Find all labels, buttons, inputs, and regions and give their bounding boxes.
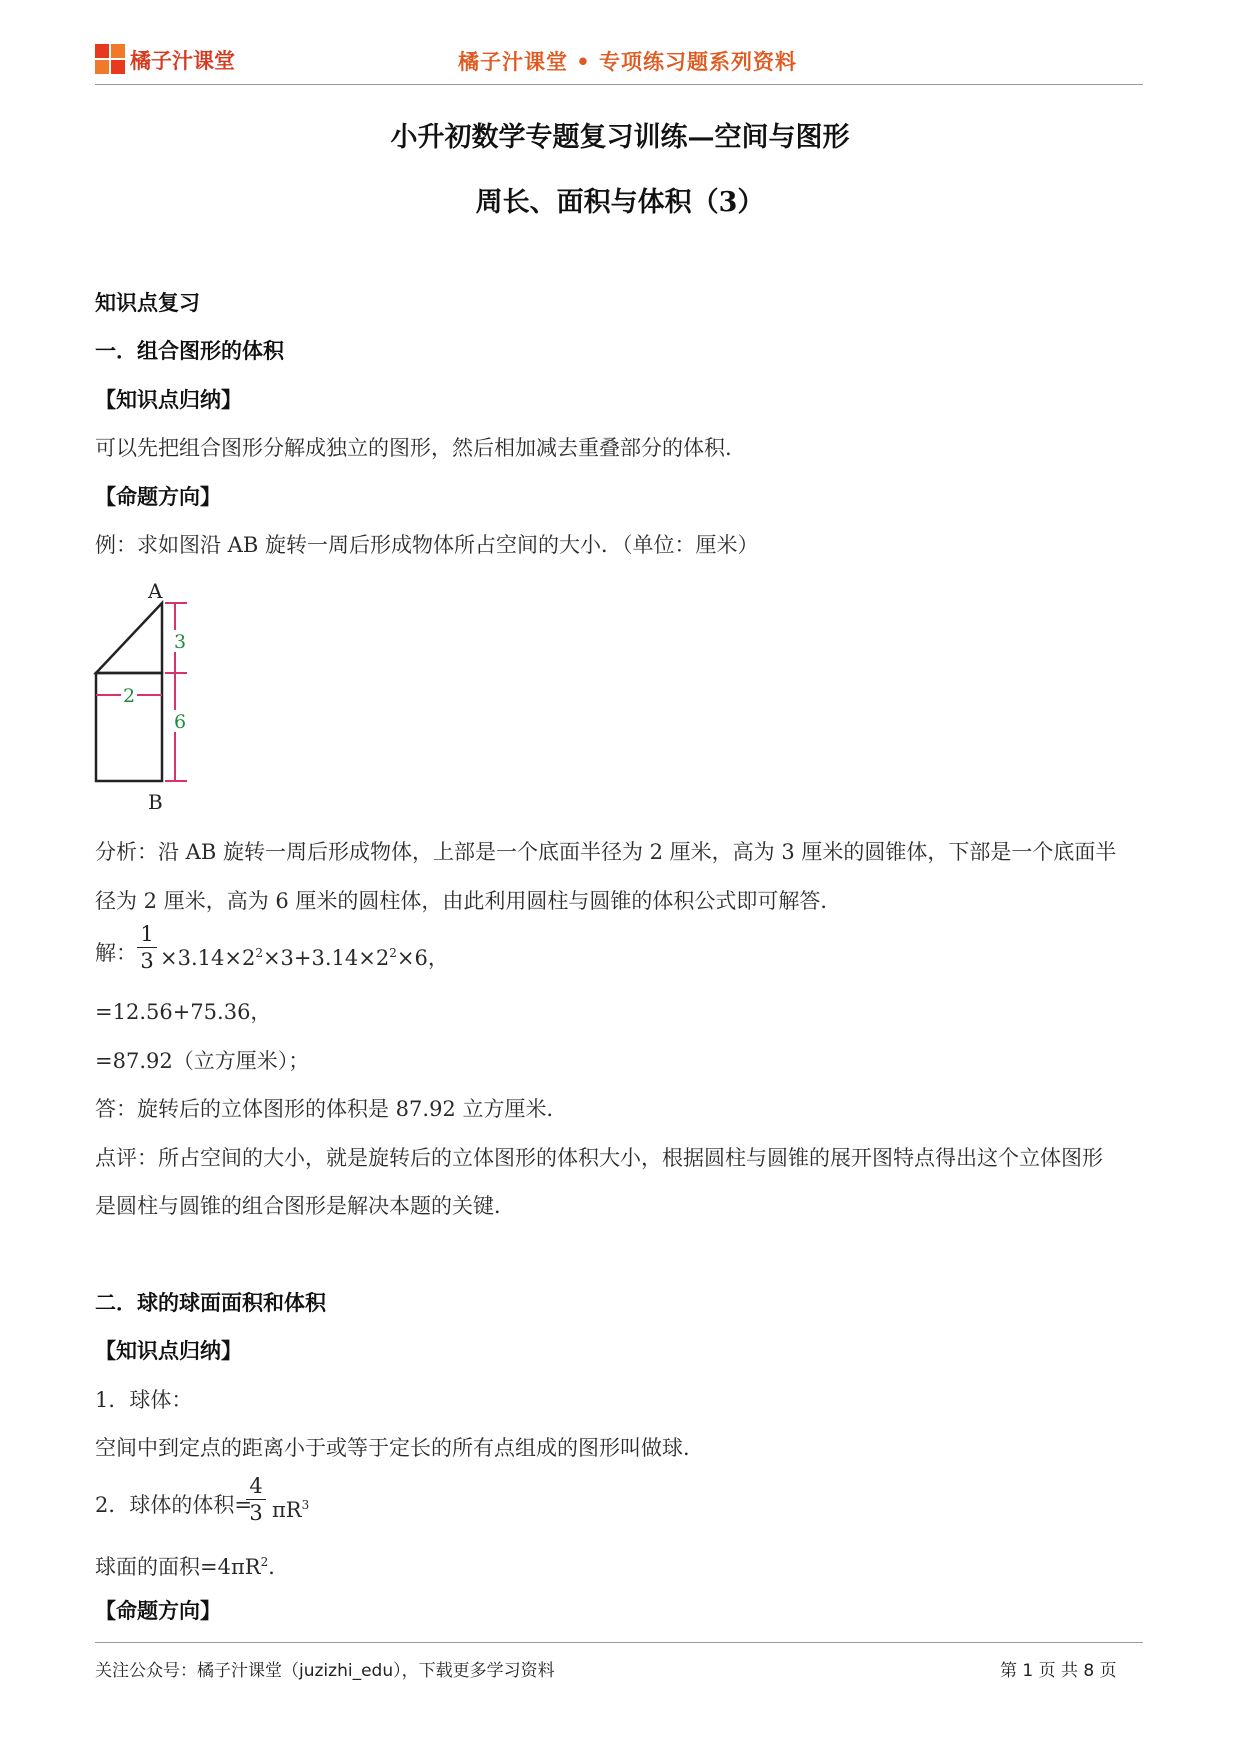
rotation-figure	[90, 578, 200, 818]
page-title: 小升初数学专题复习训练—空间与图形	[390, 122, 850, 153]
section2-direction-label: 【命题方向】	[95, 1598, 221, 1623]
page-subtitle: 周长、面积与体积（3）	[475, 187, 765, 218]
section2-knowledge-label: 【知识点归纳】	[95, 1338, 242, 1363]
analysis-line-2: 径为 2 厘米，高为 6 厘米的圆柱体，由此利用圆柱与圆锥的体积公式即可解答．	[95, 889, 842, 913]
sphere-surface-area: 球面的面积$=4\pi R^2$．	[95, 1555, 290, 1579]
footer-text: 关注公众号：橘子汁课堂（juzizhi_edu），下载更多学习资料	[95, 1661, 555, 1681]
section1-knowledge-text: 可以先把组合图形分解成独立的图形，然后相加减去重叠部分的体积.	[95, 436, 732, 460]
solution-fraction: 1 3	[137, 922, 157, 973]
example-question: 例：求如图沿 AB 旋转一周后形成物体所占空间的大小．（单位：厘米）	[95, 533, 759, 557]
solution-expression: $\times 3.14\times 2^2\times 3+3.14\times 2^2\times 6$，	[160, 946, 449, 970]
comment-line-2: 是圆柱与圆锥的组合图形是解决本题的关键．	[95, 1194, 515, 1218]
header-divider	[95, 84, 1143, 85]
sphere-volume-suffix: $\pi R^3$	[272, 1498, 310, 1522]
figure-dim-width: 2	[123, 685, 136, 707]
logo-icon	[95, 44, 125, 74]
answer-text: 答：旋转后的立体图形的体积是 87.92 立方厘米．	[95, 1097, 568, 1121]
logo-text: 橘子汁课堂	[130, 49, 235, 73]
section2-heading: 二．球的球面面积和体积	[95, 1290, 326, 1315]
sphere-item-1: 1．球体：	[95, 1388, 193, 1412]
figure-dim-bottom: 6	[174, 711, 187, 733]
comment-line-1: 点评：所占空间的大小，就是旋转后的立体图形的体积大小，根据圆柱与圆锥的展开图特点得出这个立体图形	[95, 1146, 1103, 1170]
footer-divider	[95, 1642, 1143, 1643]
solution-step-1: =12.56+75.36，	[95, 1000, 272, 1024]
section1-direction-label: 【命题方向】	[95, 484, 221, 509]
figure-label-a: A	[148, 579, 163, 603]
figure-triangle	[96, 603, 162, 673]
page-number: 第 1 页 共 8 页	[1000, 1661, 1117, 1681]
solution-step-2: =87.92（立方厘米）；	[95, 1049, 310, 1073]
section1-heading: 一．组合图形的体积	[95, 338, 284, 363]
series-title: 橘子汁课堂 • 专项练习题系列资料	[458, 50, 798, 74]
figure-dim-top: 3	[174, 631, 187, 653]
section1-knowledge-label: 【知识点归纳】	[95, 387, 242, 412]
figure-label-b: B	[148, 790, 163, 814]
solution-prefix: 解：	[95, 941, 137, 965]
sphere-volume-fraction: 4 3	[246, 1474, 266, 1525]
sphere-volume-prefix: 2．球体的体积=	[95, 1493, 252, 1517]
section-review-heading: 知识点复习	[95, 290, 200, 315]
analysis-line-1: 分析：沿 AB 旋转一周后形成物体，上部是一个底面半径为 2 厘米，高为 3 厘米的圆锥体，下部是一个底面半	[95, 840, 1117, 864]
sphere-definition: 空间中到定点的距离小于或等于定长的所有点组成的图形叫做球．	[95, 1436, 704, 1460]
